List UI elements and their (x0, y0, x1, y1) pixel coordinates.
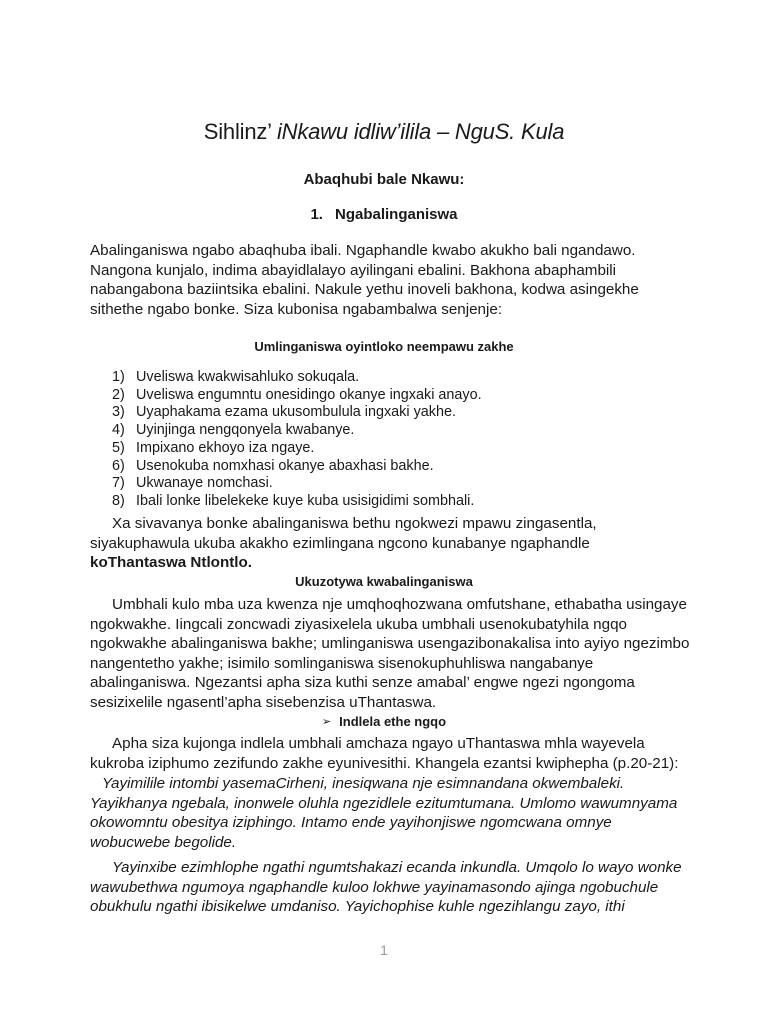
section-heading (0, 205, 768, 225)
section-number: 1. (310, 206, 323, 223)
direct-method-paragraph: Apha siza kujonga indlela umbhali amchaza ngayo uThantaswa mhla wayevela kukroba iziphumo zezifundo zakhe eyunivesithi. Khangela ezantsi kwiphepha (p.20-21): (90, 735, 679, 772)
creation-heading: Ukuzotywa kwabalinganiswa (295, 574, 473, 589)
arrow-bullet-icon: ➢ (321, 716, 332, 728)
list-item: 8) Ibali lonke libelekeke kuye kuba usisigidimi sombhali. (112, 492, 475, 509)
traits-heading: Umlinganiswa oyintloko neempawu zakhe (254, 339, 514, 354)
title-italic: iNkawu idliw’ilila – NguS. Kula (276, 119, 565, 144)
quote-paragraph-1: Yayimilile intombi yasemaCirheni, inesiqwana nje esimnandana okwembaleki. Yayikhanya ngebala, inonwele oluhla ngezidlele ezitumtumana. Umlomo wawumnyama okowomntu obesitya iziphingo. Intamo ende yayihonjiswe ngomcwana omnye wobucwebe begolide. (90, 775, 678, 851)
list-item: 6) Usenokuba nomxhasi okanye abaxhasi bakhe. (112, 457, 434, 474)
section-title: Ngabalinganiswa (334, 206, 458, 223)
traits-list (112, 369, 672, 511)
bullet-heading (0, 713, 768, 731)
subheading: Abaqhubi bale Nkawu: (303, 171, 465, 188)
quote-paragraph-2: Yayinxibe ezimhlophe ngathi ngumtshakazi ecanda inkundla. Umqolo lo wayo wonke wawubethwa ngumoya ngaphandle kuloo lokhwe yayinamasondo ajinga ngobuchule obukhulu ngathi ibisikelwe umdaniso. Yayichophise kuhle ngezihlangu zayo, ithi (90, 859, 682, 916)
comparison-text: Xa sivavanya bonke abalinganiswa bethu ngokwezi mpawu zingasentla, siyakuphawula ukuba akakho ezimlingana ngcono kunabanye ngaphandle (90, 515, 597, 552)
page-number: 1 (380, 942, 388, 958)
comparison-paragraph (90, 514, 690, 573)
intro-paragraph: Abalinganiswa ngabo abaqhuba ibali. Ngaphandle kwabo akukho bali ngandawo. Nangona kunjalo, indima abayidlalayo ayilingani ebalini. Bakhona abaphambili nabangabona baziintsika ebalini. Nakule yethu inoveli bakhona, kodwa asingekhe sithethe ngabo bonke. Siza kubonisa ngabambalwa senjenje: (90, 242, 639, 318)
list-item: 3) Uyaphakama ezama ukusombulula ingxaki yakhe. (112, 404, 456, 421)
list-item: 2) Uveliswa engumntu onesidingo okanye ingxaki anayo. (112, 386, 482, 403)
comparison-bold-name: koThantaswa Ntlontlo. (90, 554, 253, 572)
creation-paragraph: Umbhali kulo mba uza kwenza nje umqhoqhozwana omfutshane, ethabatha usingaye ngokwakhe. Iingcali zoncwadi ziyasixelela ukuba umbhali usenokubatyhila ngqo ngokwakhe abalinganiswa bakhe; umlinganiswa usengazibonakalisa into ayiyo ngezimbo nangentetho yakhe; isimilo somlinganiswa sisenokuphuhliswa nangabanye abalinganiswa. Ngezantsi apha siza kuthi senze amabal’ engwe ngezi ngongoma sesizixelile ngasentl’apha sisebenzisa uThantaswa. (90, 596, 690, 711)
list-item: 5) Impixano ekhoyo iza ngaye. (112, 439, 315, 456)
list-item: 4) Uyinjinga nengqonyela kwabanye. (112, 422, 355, 439)
list-item: 1) Uveliswa kwakwisahluko sokuqala. (112, 369, 360, 385)
bullet-heading-text: Indlela ethe ngqo (339, 714, 447, 729)
document-title (0, 118, 768, 146)
list-item: 7) Ukwanaye nomchasi. (112, 475, 273, 492)
title-plain: Sihlinz’ (203, 119, 277, 144)
